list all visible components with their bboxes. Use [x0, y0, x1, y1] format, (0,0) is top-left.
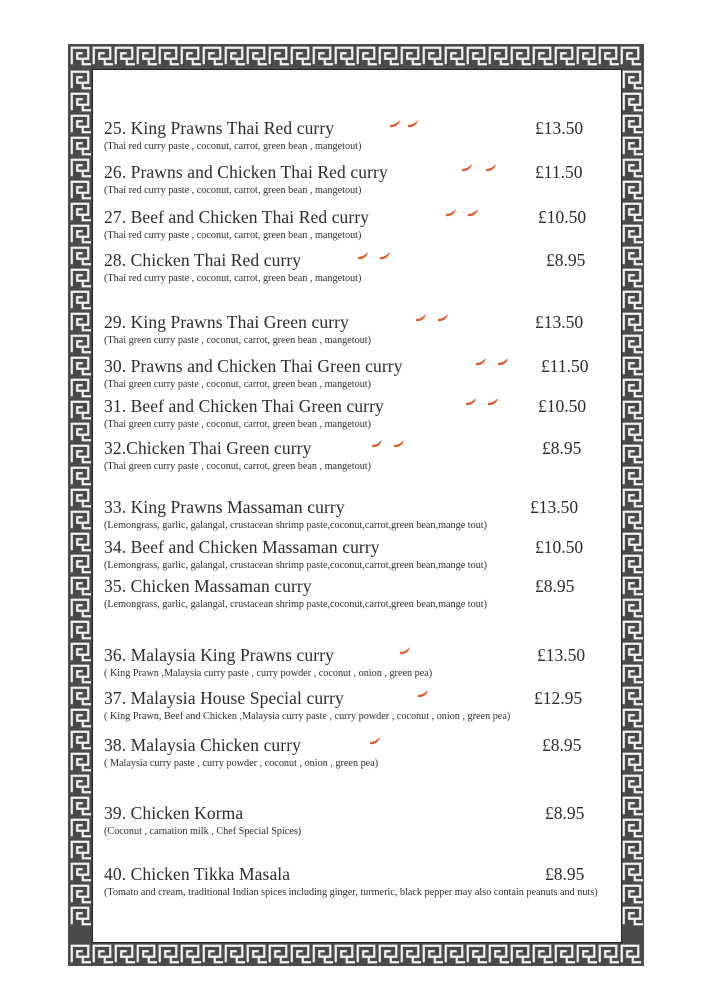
key-motif	[72, 644, 91, 661]
key-motif	[402, 946, 421, 963]
chili-icon	[378, 251, 392, 261]
item-price: £11.50	[535, 162, 583, 182]
item-description: (Thai green curry paste , coconut, carrot, green bean , mangetout)	[104, 379, 372, 390]
key-motif	[380, 48, 399, 65]
item-price: £8.95	[542, 438, 582, 458]
key-motif	[556, 946, 575, 963]
item-description: ( Malaysia curry paste , curry powder , coconut , onion , green pea)	[104, 758, 379, 769]
key-motif	[72, 490, 91, 507]
key-motif	[624, 72, 643, 89]
key-motif	[292, 48, 311, 65]
key-motif	[624, 138, 643, 155]
key-motif	[624, 710, 643, 727]
chili-icon	[406, 119, 420, 129]
key-motif	[72, 446, 91, 463]
chili-icon	[398, 646, 412, 656]
chili-icon	[460, 163, 474, 173]
item-title: 30. Prawns and Chicken Thai Green curry	[104, 356, 403, 376]
key-motif	[248, 48, 267, 65]
item-description: (Thai red curry paste , coconut, carrot, green bean , mangetout)	[104, 185, 362, 196]
key-motif	[624, 248, 643, 265]
key-motif	[534, 48, 553, 65]
key-motif	[624, 666, 643, 683]
item-description: ( King Prawn, Beef and Chicken ,Malaysia curry paste , curry powder , coconut , onion , green pea)	[104, 711, 511, 722]
chili-icon	[368, 736, 382, 746]
key-motif	[292, 946, 311, 963]
key-motif	[624, 534, 643, 551]
key-motif	[72, 138, 91, 155]
key-motif	[358, 946, 377, 963]
key-motif	[72, 270, 91, 287]
key-motif	[138, 48, 157, 65]
key-motif	[446, 48, 465, 65]
key-motif	[624, 732, 643, 749]
key-motif	[72, 556, 91, 573]
key-motif	[578, 48, 597, 65]
key-motif	[72, 48, 91, 65]
key-motif	[624, 578, 643, 595]
key-motif	[622, 946, 641, 963]
item-description: ( King Prawn ,Malaysia curry paste , curry powder , coconut , onion , green pea)	[104, 668, 433, 679]
key-motif	[72, 946, 91, 963]
key-motif	[160, 946, 179, 963]
key-motif	[624, 336, 643, 353]
item-price: £13.50	[530, 497, 579, 517]
key-motif	[182, 946, 201, 963]
key-motif	[226, 946, 245, 963]
item-price: £13.50	[535, 312, 584, 332]
item-title: 25. King Prawns Thai Red curry	[104, 118, 335, 138]
key-motif	[72, 534, 91, 551]
key-motif	[72, 182, 91, 199]
key-motif	[336, 946, 355, 963]
key-motif	[72, 94, 91, 111]
item-price: £10.50	[538, 396, 587, 416]
key-motif	[424, 946, 443, 963]
item-description: (Coconut , carnation milk , Chef Special Spices)	[104, 826, 302, 837]
chili-icon	[466, 208, 480, 218]
key-motif	[182, 48, 201, 65]
key-motif	[624, 468, 643, 485]
key-motif	[624, 886, 643, 903]
item-description: (Tomato and cream, traditional Indian spices including ginger, turmeric, black pepper may also contain peanuts and nuts)	[104, 887, 598, 898]
item-price: £8.95	[545, 864, 585, 884]
key-motif	[72, 512, 91, 529]
key-motif	[424, 48, 443, 65]
chili-icon	[416, 689, 430, 699]
key-motif	[512, 946, 531, 963]
item-title: 31. Beef and Chicken Thai Green curry	[104, 396, 384, 416]
item-title: 39. Chicken Korma	[104, 803, 244, 823]
item-title: 29. King Prawns Thai Green curry	[104, 312, 349, 332]
key-motif	[72, 776, 91, 793]
key-motif	[72, 248, 91, 265]
key-motif	[600, 946, 619, 963]
item-price: £10.50	[535, 537, 584, 557]
chili-icon	[444, 208, 458, 218]
key-motif	[624, 820, 643, 837]
key-motif	[72, 336, 91, 353]
key-motif	[468, 48, 487, 65]
item-description: (Thai green curry paste , coconut, carrot, green bean , mangetout)	[104, 335, 372, 346]
key-motif	[624, 94, 643, 111]
key-motif	[160, 48, 179, 65]
key-motif	[624, 864, 643, 881]
item-price: £8.95	[545, 803, 585, 823]
key-motif	[72, 886, 91, 903]
item-title: 36. Malaysia King Prawns curry	[104, 645, 334, 665]
key-motif	[72, 732, 91, 749]
key-motif	[204, 946, 223, 963]
key-motif	[72, 622, 91, 639]
key-motif	[72, 204, 91, 221]
key-motif	[72, 160, 91, 177]
key-motif	[72, 754, 91, 771]
key-motif	[336, 48, 355, 65]
key-motif	[512, 48, 531, 65]
key-motif	[358, 48, 377, 65]
chili-icon	[486, 397, 500, 407]
key-motif	[624, 644, 643, 661]
key-motif	[624, 622, 643, 639]
item-description: (Thai red curry paste , coconut, carrot, green bean , mangetout)	[104, 141, 362, 152]
key-motif	[72, 908, 91, 925]
key-motif	[270, 48, 289, 65]
chili-icon	[464, 397, 478, 407]
key-motif	[94, 48, 113, 65]
key-motif	[116, 946, 135, 963]
key-motif	[624, 182, 643, 199]
item-title: 34. Beef and Chicken Massaman curry	[104, 537, 380, 557]
key-motif	[624, 908, 643, 925]
chili-icon	[484, 163, 498, 173]
key-motif	[624, 688, 643, 705]
chili-icon	[392, 439, 406, 449]
chili-icon	[414, 313, 428, 323]
item-price: £12.95	[534, 688, 583, 708]
key-motif	[380, 946, 399, 963]
key-motif	[72, 402, 91, 419]
item-description: (Lemongrass, garlic, galangal, crustacean shrimp paste,coconut,carrot,green bean,mange tout)	[104, 520, 488, 531]
key-motif	[624, 314, 643, 331]
key-motif	[72, 666, 91, 683]
key-motif	[72, 842, 91, 859]
key-motif	[248, 946, 267, 963]
item-price: £13.50	[535, 118, 584, 138]
key-motif	[624, 204, 643, 221]
key-motif	[624, 490, 643, 507]
key-motif	[204, 48, 223, 65]
item-price: £8.95	[542, 735, 582, 755]
key-motif	[446, 946, 465, 963]
key-motif	[578, 946, 597, 963]
key-motif	[72, 116, 91, 133]
key-motif	[138, 946, 157, 963]
key-motif	[624, 160, 643, 177]
key-motif	[624, 226, 643, 243]
key-motif	[72, 688, 91, 705]
key-motif	[468, 946, 487, 963]
key-motif	[624, 116, 643, 133]
key-motif	[490, 48, 509, 65]
key-motif	[72, 292, 91, 309]
key-motif	[72, 798, 91, 815]
item-description: (Thai red curry paste , coconut, carrot, green bean , mangetout)	[104, 273, 362, 284]
key-motif	[72, 424, 91, 441]
item-description: (Thai red curry paste , coconut, carrot, green bean , mangetout)	[104, 230, 362, 241]
key-motif	[624, 424, 643, 441]
chili-icon	[474, 357, 488, 367]
item-title: 35. Chicken Massaman curry	[104, 576, 312, 596]
key-motif	[556, 48, 575, 65]
key-motif	[314, 946, 333, 963]
key-motif	[624, 358, 643, 375]
key-motif	[624, 754, 643, 771]
item-title: 28. Chicken Thai Red curry	[104, 250, 302, 270]
chili-icon	[356, 251, 370, 261]
key-motif	[314, 48, 333, 65]
key-motif	[116, 48, 135, 65]
item-price: £11.50	[541, 356, 589, 376]
key-motif	[624, 512, 643, 529]
key-motif	[624, 446, 643, 463]
key-motif	[226, 48, 245, 65]
key-motif	[624, 776, 643, 793]
key-motif	[72, 820, 91, 837]
key-motif	[72, 864, 91, 881]
key-motif	[624, 402, 643, 419]
key-motif	[624, 556, 643, 573]
key-motif	[534, 946, 553, 963]
key-motif	[72, 314, 91, 331]
item-title: 33. King Prawns Massaman curry	[104, 497, 345, 517]
item-price: £13.50	[537, 645, 586, 665]
chili-icon	[370, 439, 384, 449]
chili-icon	[436, 313, 450, 323]
key-motif	[624, 380, 643, 397]
item-title: 38. Malaysia Chicken curry	[104, 735, 301, 755]
key-motif	[72, 578, 91, 595]
item-description: (Lemongrass, garlic, galangal, crustacean shrimp paste,coconut,carrot,green bean,mange tout)	[104, 560, 488, 571]
item-title: 40. Chicken Tikka Masala	[104, 864, 291, 884]
key-motif	[270, 946, 289, 963]
key-motif	[72, 72, 91, 89]
item-description: (Thai green curry paste , coconut, carrot, green bean , mangetout)	[104, 419, 372, 430]
key-motif	[624, 798, 643, 815]
item-title: 27. Beef and Chicken Thai Red curry	[104, 207, 370, 227]
key-motif	[622, 48, 641, 65]
key-motif	[72, 710, 91, 727]
item-title: 32.Chicken Thai Green curry	[104, 438, 312, 458]
key-motif	[72, 468, 91, 485]
key-motif	[624, 292, 643, 309]
key-motif	[72, 600, 91, 617]
key-motif	[72, 226, 91, 243]
key-motif	[72, 380, 91, 397]
item-price: £8.95	[546, 250, 586, 270]
item-title: 26. Prawns and Chicken Thai Red curry	[104, 162, 388, 182]
key-motif	[72, 358, 91, 375]
key-motif	[94, 946, 113, 963]
key-motif	[490, 946, 509, 963]
key-motif	[402, 48, 421, 65]
chili-icon	[388, 119, 402, 129]
item-title: 37. Malaysia House Special curry	[104, 688, 344, 708]
key-motif	[600, 48, 619, 65]
item-price: £10.50	[538, 207, 587, 227]
chili-icon	[496, 357, 510, 367]
item-description: (Thai green curry paste , coconut, carrot, green bean , mangetout)	[104, 461, 372, 472]
item-price: £8.95	[535, 576, 575, 596]
key-motif	[624, 600, 643, 617]
item-description: (Lemongrass, garlic, galangal, crustacean shrimp paste,coconut,carrot,green bean,mange tout)	[104, 599, 488, 610]
key-motif	[624, 270, 643, 287]
key-motif	[624, 842, 643, 859]
